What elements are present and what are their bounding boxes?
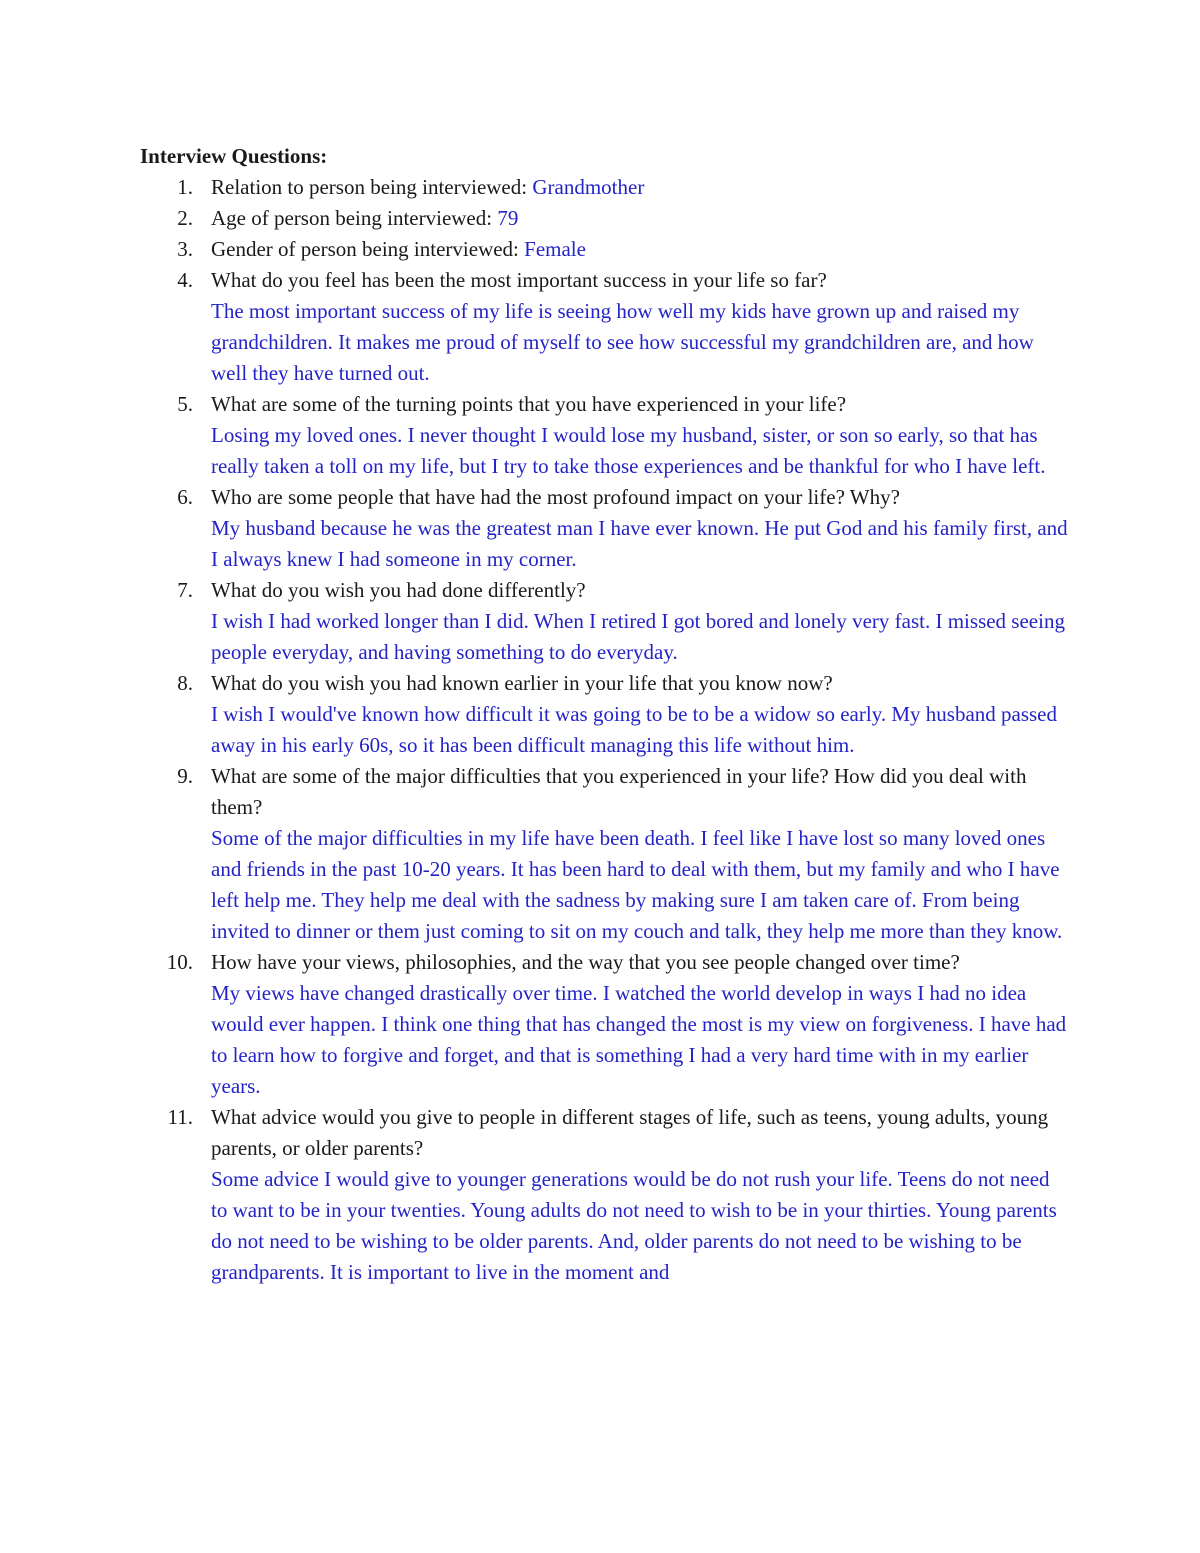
answer-text: I wish I had worked longer than I did. When I retired I got bored and lonely very fast. I missed seeing people everyday, and having something to do everyday. [211,609,1065,664]
question-number: 7. [177,578,193,602]
inline-answer: Female [524,237,586,261]
question-text [211,175,644,199]
question-list [0,172,1200,1288]
question-text: What do you feel has been the most important success in your life so far? [211,268,827,292]
question-text: Who are some people that have had the most profound impact on your life? Why? [211,485,900,509]
list-item [0,761,1200,947]
answer-text: Some advice I would give to younger generations would be do not rush your life. Teens do not need to want to be in your twenties. Young adults do not need to wish to be in your thirties. Young parents do not need to be wishing to be older parents. And, older parents do not need to be wishing to be grandparents. It is important to live in the moment and [211,1167,1057,1284]
answer-text: I wish I would've known how difficult it was going to be to be a widow so early. My husband passed away in his early 60s, so it has been difficult managing this life without him. [211,702,1057,757]
inline-answer: 79 [497,206,519,230]
answer-text: Some of the major difficulties in my life have been death. I feel like I have lost so many loved ones and friends in the past 10-20 years. It has been hard to deal with them, but my family and who I have left help me. They help me deal with the sadness by making sure I am taken care of. From being invited to dinner or them just coming to sit on my couch and talk, they help me more than they know. [211,826,1063,943]
list-item [0,172,1200,203]
question-number: 9. [177,764,193,788]
question-text: What advice would you give to people in different stages of life, such as teens, young adults, young parents, or older parents? [211,1105,1049,1160]
question-number: 10. [166,950,193,974]
list-item [0,265,1200,389]
answer-text: My views have changed drastically over time. I watched the world develop in ways I had no idea would ever happen. I think one thing that has changed the most is my view on forgiveness. I have had to learn how to forgive and forget, and that is something I had a very hard time with in my earlier years. [211,981,1067,1098]
list-item [0,1102,1200,1288]
answer-text: The most important success of my life is seeing how well my kids have grown up and raised my grandchildren. It makes me proud of myself to see how successful my grandchildren are, and how well they have turned out. [211,299,1034,385]
answer-text: Losing my loved ones. I never thought I would lose my husband, sister, or son so early, so that has really taken a toll on my life, but I try to take those experiences and be thankful for who I have left. [211,423,1046,478]
question-number: 2. [177,206,193,230]
question-text: What do you wish you had done differently? [211,578,586,602]
page-heading: Interview Questions: [140,144,328,168]
list-item [0,575,1200,668]
question-number: 3. [177,237,193,261]
answer-text: My husband because he was the greatest man I have ever known. He put God and his family first, and I always knew I had someone in my corner. [211,516,1068,571]
question-text: What are some of the major difficulties that you experienced in your life? How did you deal with them? [211,764,1027,819]
question-text: What are some of the turning points that you have experienced in your life? [211,392,847,416]
question-number: 11. [167,1105,193,1129]
question-text [211,237,586,261]
list-item [0,234,1200,265]
question-label: Age of person being interviewed: [211,206,498,230]
question-text [211,206,518,230]
question-number: 4. [177,268,193,292]
question-number: 1. [177,175,193,199]
inline-answer: Grandmother [532,175,645,199]
list-item [0,203,1200,234]
list-item [0,389,1200,482]
question-text: How have your views, philosophies, and the way that you see people changed over time? [211,950,960,974]
question-number: 8. [177,671,193,695]
question-label: Relation to person being interviewed: [211,175,533,199]
question-number: 6. [177,485,193,509]
question-label: Gender of person being interviewed: [211,237,525,261]
list-item [0,947,1200,1102]
list-item [0,668,1200,761]
question-text: What do you wish you had known earlier in your life that you know now? [211,671,833,695]
question-number: 5. [177,392,193,416]
list-item [0,482,1200,575]
